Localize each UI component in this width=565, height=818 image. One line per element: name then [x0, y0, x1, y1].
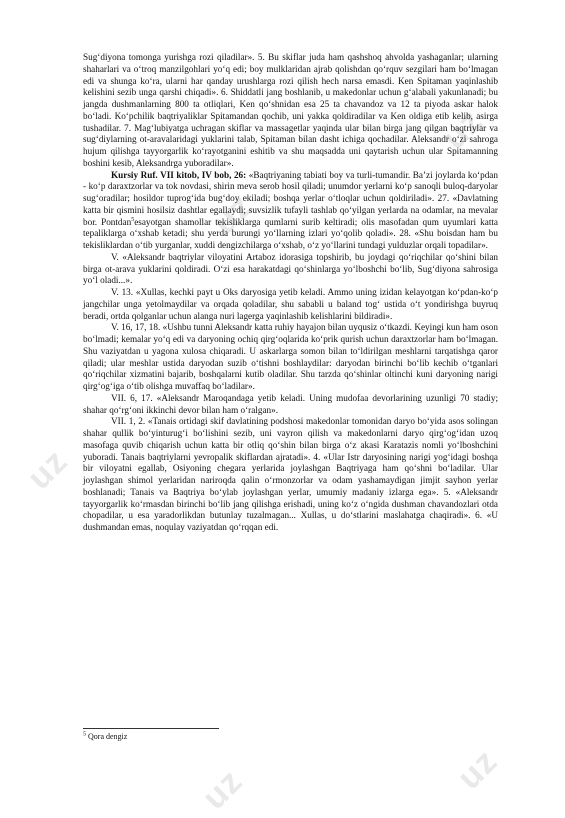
- watermark: uz: [450, 741, 505, 797]
- paragraph: V. 13. «Xullas, kechki payt u Oks daryosiga yetib keladi. Ammo uning izidan kelayotgan ko‘pdan-ko‘p jangchilar unga yetolmaydilar va orqada qoladilar, shu sababli u baland tog‘ ustida o‘t yondirishga buyruq beradi, ortda qolganlar uchun alanga nuri lagerga yaqinlashib kelishlarini bildiradi».: [83, 287, 498, 321]
- footnote: [83, 732, 383, 742]
- watermark: uz: [195, 761, 250, 817]
- watermark: uz: [435, 101, 490, 157]
- footnote-divider: [83, 728, 219, 729]
- paragraph: [83, 170, 498, 252]
- paragraph: VII. 6, 17. «Aleksandr Maroqandaga yetib keladi. Uning mudofaa devorlarining uzunligi 70 stadiy; shahar qo‘rg‘oni ikkinchi devor bilan ham o‘ralgan».: [83, 392, 498, 415]
- paragraph: Sug‘diyona tomonga yurishga rozi qiladilar». 5. Bu skiflar juda ham qashshoq ahvolda yashaganlar; ularning shaharlari va o‘troq manzilgohlari yo‘q edi; boy mulklaridan ajrab qolishdan qo‘rquv sezgilari ham bo‘lmagan edi va shunga ko‘ra, ularni har qanday urushlarga rozi qilish hech narsa emasdi. Ken Spitaman yaqinlashib kelishini sezib unga qarshi chiqadi». 6. Shiddatli jang boshlanib, u makedonlar uchun g‘alabali yakunlanadi; bu jangda dushmanlarning 800 ta otliqlari, Ken qo‘shnidan esa 25 ta chavandoz va 12 ta piyoda askar halok bo‘ladi. Ko‘pchilik baqtriyaliklar Spitamandan qochib, uni yakka qoldiradilar va Ken oldiga etib kelib, asirga tushadilar. 7. Mag‘lubiyatga uchragan skiflar va massagetlar yaqinda ular bilan birga jang qilgan baqtriylar va sug‘diylarning ot-aravalaridagi yuklarini talab, Spitaman bilan dasht ichiga qochadilar. Aleksandr o‘zi sahroga hujum qilishga tayyorgarlik ko‘rayotganini eshitib va shu maqsadda uni qaytarish uchun ular Spitamanning boshini kesib, Aleksandrga yuboradilar».: [83, 52, 498, 168]
- paragraph: VII. 1, 2. «Tanais ortidagi skif davlatining podshosi makedonlar tomonidan daryo bo‘yida asos solingan shahar qullik bo‘yinturug‘i bo‘lishini sezib, uni vayron qilish va makedonlarni daryo qirg‘og‘idan uzoq masofaga quvib chiqarish uchun katta bir otliq qo‘shin bilan birga o‘z akasi Karatazis nomli yo‘lboshchini yuboradi. Tanais baqtriylarni yevropalik skiflardan ajratadi». 4. «Ular Istr daryosining narigi yog‘idagi boshqa bir viloyatni egallab, Osiyoning chegara yerlarida joylashgan Baqtriyaga ham qo‘shni bo‘ladilar. Ular joylashgan shimol yerlaridan nariroqda qalin o‘rmonzorlar va odam yashamaydigan jimjit sayhon yerlar boshlanadi; Tanais va Baqtriya bo‘ylab joylashgan yerlar, umumiy madaniy izlarga ega». 5. «Aleksandr tayyorgarlik ko‘rmasdan birinchi bo‘lib jang qilishga erishadi, uning ko‘z o‘ngida dushman chavandozlari otda chopadilar, u esa yaradorlikdan butunlay tuzalmagan... Xullas, u do‘stlarini maslahatga chaqiradi». 6. «U dushmandan emas, noqulay vaziyatdan qo‘rqqan edi.: [83, 416, 498, 532]
- watermark: uz: [20, 441, 75, 497]
- paragraph: V. 16, 17, 18. «Ushbu tunni Aleksandr katta ruhiy hayajon bilan uyqusiz o‘tkazdi. Keyingi kun ham oson bo‘lmadi; kemalar yo‘q edi va daryoning ochiq qirg‘oqlarida ko‘prik qurish uchun daraxtzorlar ham bo‘lmagan. Shu vaziyatdan u yagona xulosa chiqaradi. U askarlarga somon bilan to‘ldirilgan meshlarni tarqatishga qaror qiladi; ular meshlar ustida daryodan suzib o‘tishni boshlaydilar: daryodan birinchi bo‘lib kechib o‘tganlari qo‘riqchilar xizmatini bajarib, boshqalarni kutib oladilar. Shu tarzda qo‘shinlar oltinchi kuni daryoning narigi qirg‘og‘iga o‘tib olishga muvaffaq bo‘ladilar».: [83, 322, 498, 391]
- watermark: uz: [205, 186, 260, 242]
- footnote-marker: 5: [83, 731, 86, 738]
- source-citation: Kursiy Ruf. VII kitob, IV bob, 26:: [111, 169, 247, 180]
- paragraph-text: esayotgan shamollar tekisliklarga qumlarni surib keltiradi; olis masofadan qum uyumlari katta tepaliklarga o‘xshab ketadi; shu yerda burungi yo‘llarning izlari yo‘qolib qoladi». 28. «Shu boisdan ham bu tekisliklardan o‘tib yurganlar, xuddi dengizchilarga o‘xshab, o‘z yo‘llarini tundagi yulduzlar orqali topadilar».: [83, 216, 498, 250]
- body-text: [83, 52, 498, 534]
- paragraph: V. «Aleksandr baqtriylar viloyatini Artaboz idorasiga topshirib, bu joydagi qo‘riqchilar qo‘shini bilan birga ot-arava yuklarini qoldiradi. O‘zi esa harakatdagi qo‘shinlarga yo‘lboshchi bo‘lib, Sug‘diyona sahrosiga yo‘l oladi...».: [83, 251, 498, 286]
- footnote-text: Qora dengiz: [88, 732, 128, 741]
- paragraph-text: «Baqtriyaning tabiati boy va turli-tumandir. Ba’zi joylarda ko‘pdan - ko‘p daraxtzorlar va tok novdasi, shirin meva serob hosil qiladi; unumdor yerlarni ko‘p sanoqli buloq-daryolar sug‘oradilar; hosildor tuprog‘ida bug‘doy ekiladi; boshqa yerlar o‘tloqlar uchun qoldiriladi». 27. «Davlatning katta bir qismini hosilsiz dashtlar egallaydi; suvsizlik tufayli tashlab qo‘yilgan yerlarda na odamlar, na mevalar bor. Pontdan: [83, 169, 498, 227]
- footnote-reference[interactable]: 5: [131, 216, 135, 223]
